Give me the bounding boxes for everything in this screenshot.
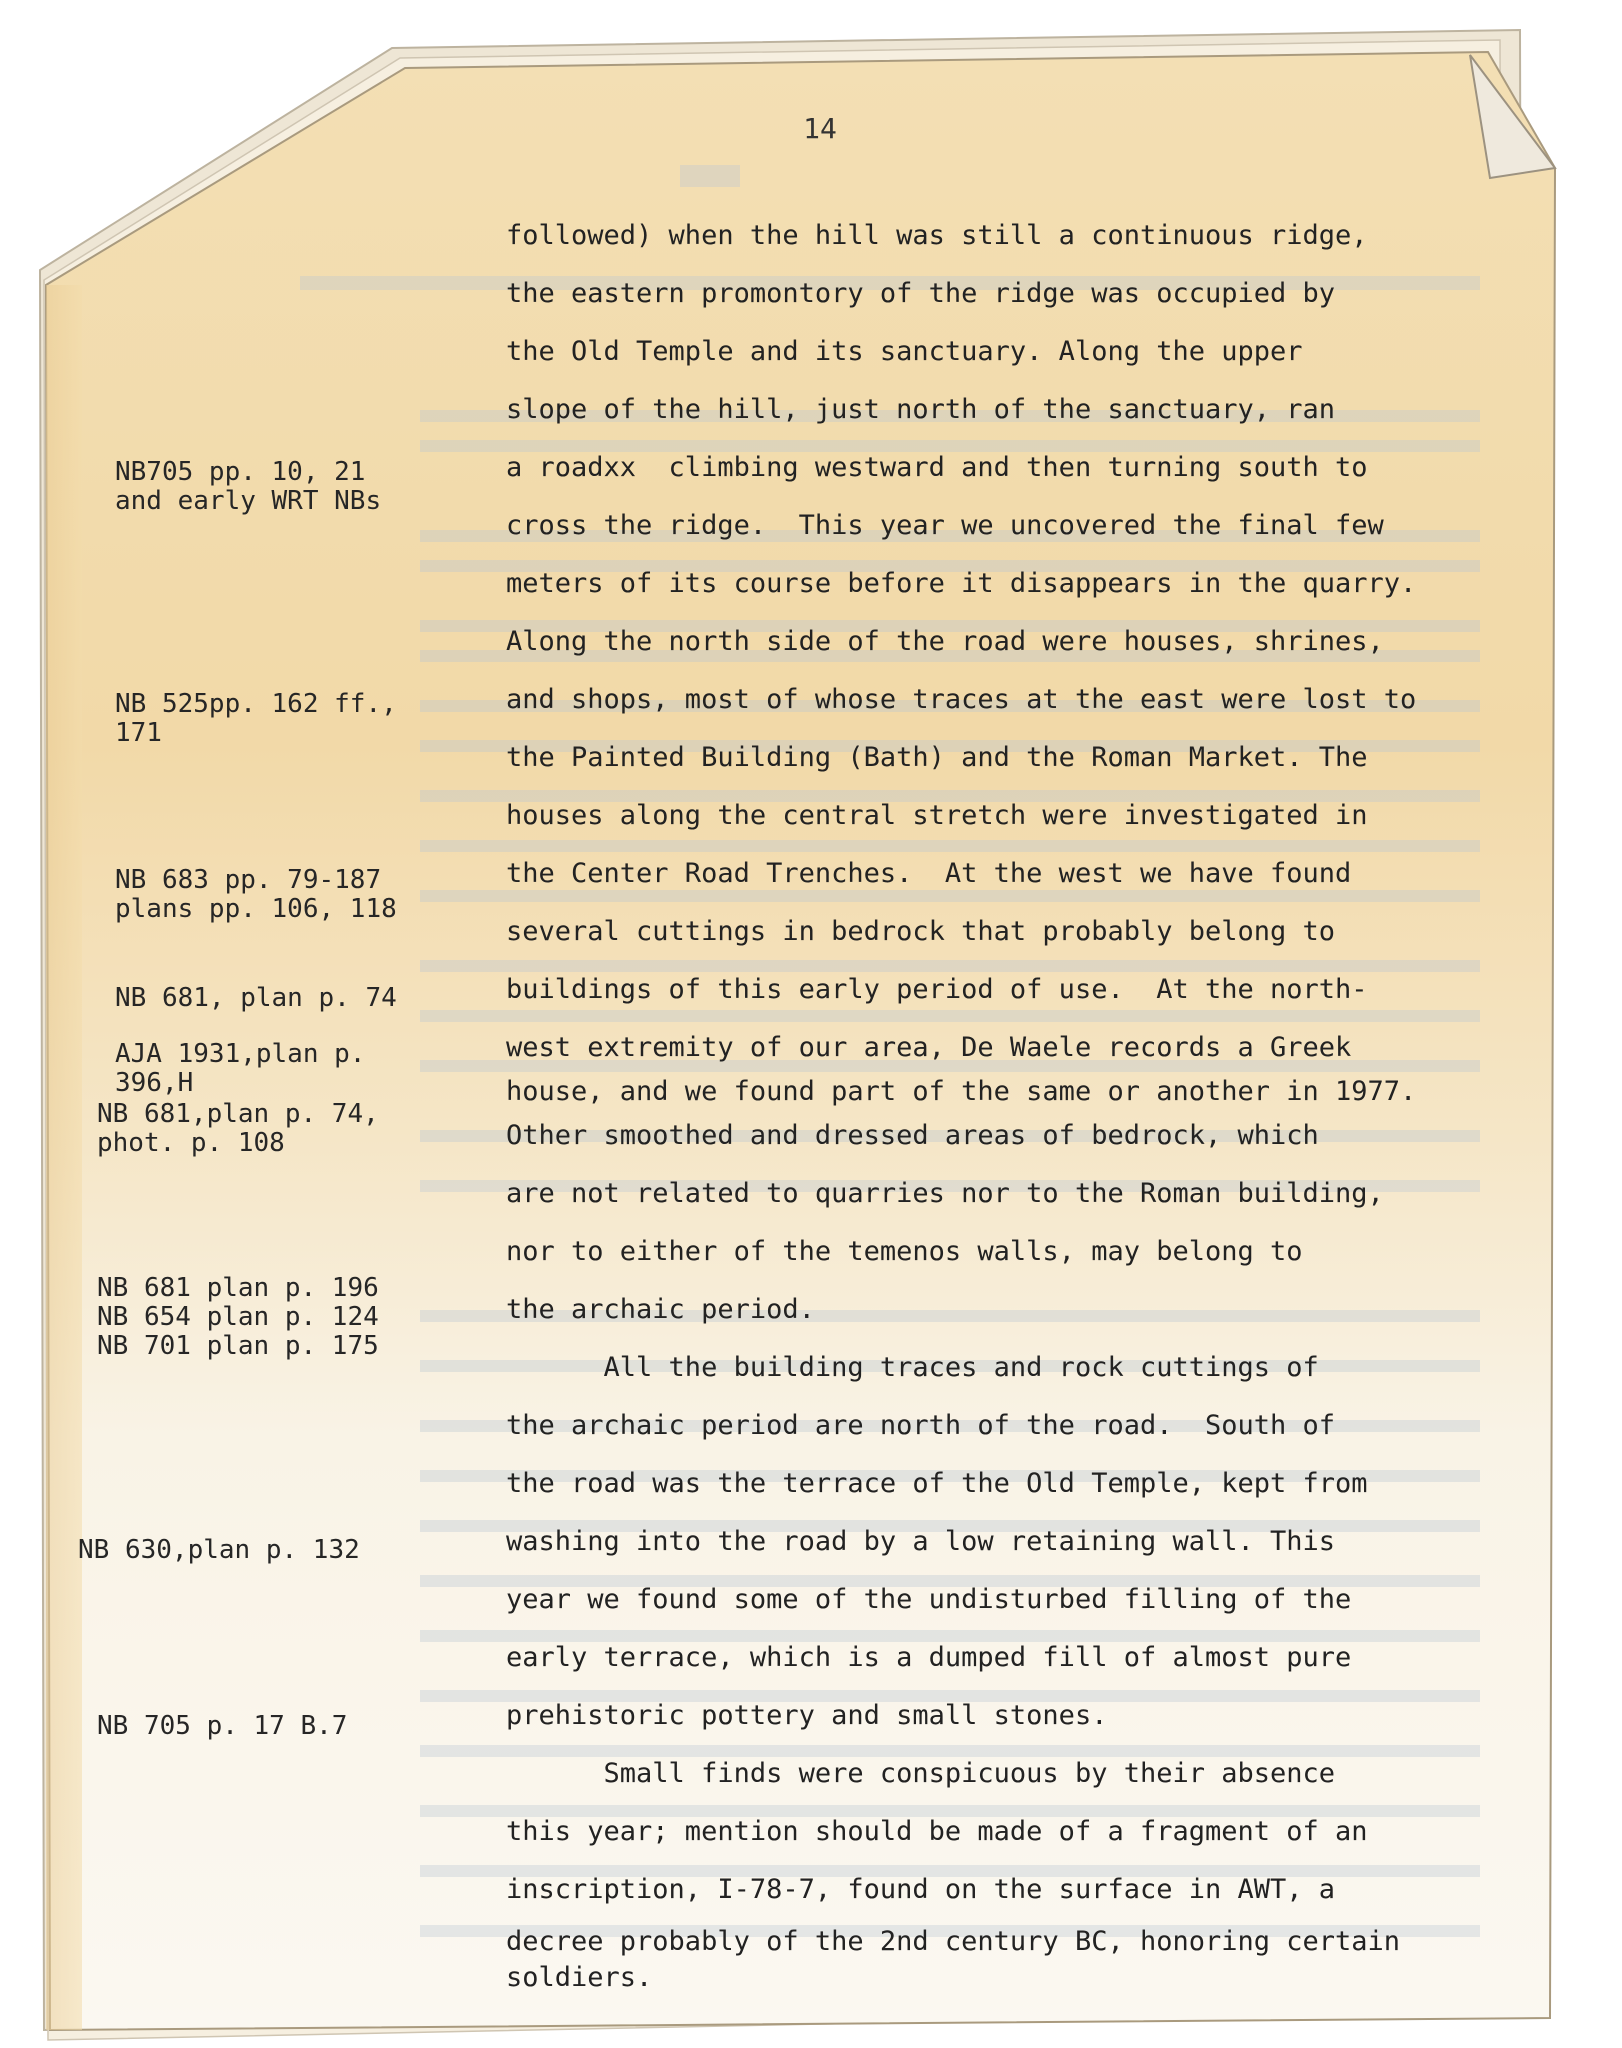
- margin-note: NB 525pp. 162 ff., 171: [115, 689, 397, 748]
- body-line: and shops, most of whose traces at the east were lost to: [506, 684, 1417, 715]
- body-line: the Old Temple and its sanctuary. Along the upper: [506, 336, 1303, 367]
- body-line: soldiers.: [506, 1962, 653, 1993]
- margin-note: NB 681, plan p. 74: [115, 983, 397, 1013]
- body-line: the Center Road Trenches. At the west we have found: [506, 858, 1352, 889]
- margin-note-citation: AJA 1931,plan p. 396,H: [115, 1039, 366, 1098]
- body-line: the Painted Building (Bath) and the Roman Market. The: [506, 742, 1368, 773]
- body-line: the archaic period are north of the road. South of: [506, 1410, 1336, 1441]
- body-line: this year; mention should be made of a fragment of an: [506, 1816, 1368, 1847]
- body-line: cross the ridge. This year we uncovered the final few: [506, 510, 1384, 541]
- body-line: several cuttings in bedrock that probably belong to: [506, 916, 1336, 947]
- margin-note: NB 683 pp. 79-187 plans pp. 106, 118: [115, 865, 397, 924]
- body-line: are not related to quarries nor to the Roman building,: [506, 1178, 1384, 1209]
- body-line: nor to either of the temenos walls, may belong to: [506, 1236, 1303, 1267]
- body-line: decree probably of the 2nd century BC, honoring certain: [506, 1926, 1401, 1957]
- body-line: Along the north side of the road were houses, shrines,: [506, 626, 1384, 657]
- margin-note: NB 705 p. 17 B.7: [97, 1711, 348, 1741]
- body-line: house, and we found part of the same or another in 1977.: [506, 1076, 1417, 1107]
- margin-note: NB705 pp. 10, 21 and early WRT NBs: [115, 457, 382, 516]
- body-line: a roadxx climbing westward and then turning south to: [506, 452, 1368, 483]
- body-line: meters of its course before it disappears in the quarry.: [506, 568, 1417, 599]
- body-line: All the building traces and rock cuttings of: [506, 1352, 1319, 1383]
- body-line: followed) when the hill was still a continuous ridge,: [506, 220, 1368, 251]
- body-line: the eastern promontory of the ridge was occupied by: [506, 278, 1336, 309]
- body-line: slope of the hill, just north of the sanctuary, ran: [506, 394, 1336, 425]
- margin-note: NB 681 plan p. 196 NB 654 plan p. 124 NB 701 plan p. 175: [97, 1273, 379, 1361]
- body-line: the road was the terrace of the Old Temple, kept from: [506, 1468, 1368, 1499]
- page-number: 14: [803, 112, 837, 145]
- body-line: prehistoric pottery and small stones.: [506, 1700, 1108, 1731]
- body-line: Other smoothed and dressed areas of bedrock, which: [506, 1120, 1319, 1151]
- body-line: west extremity of our area, De Waele records a Greek: [506, 1032, 1352, 1063]
- body-line: Small finds were conspicuous by their absence: [506, 1758, 1336, 1789]
- margin-note: NB 681,plan p. 74, phot. p. 108: [97, 1099, 379, 1158]
- body-line: early terrace, which is a dumped fill of almost pure: [506, 1642, 1352, 1673]
- margin-note: NB 630,plan p. 132: [78, 1535, 360, 1565]
- body-line: houses along the central stretch were investigated in: [506, 800, 1368, 831]
- body-line: year we found some of the undisturbed filling of the: [506, 1584, 1352, 1615]
- body-line: buildings of this early period of use. At the north-: [506, 974, 1368, 1005]
- body-line: the archaic period.: [506, 1294, 815, 1325]
- body-line: washing into the road by a low retaining wall. This: [506, 1526, 1336, 1557]
- body-line: inscription, I-78-7, found on the surface in AWT, a: [506, 1874, 1336, 1905]
